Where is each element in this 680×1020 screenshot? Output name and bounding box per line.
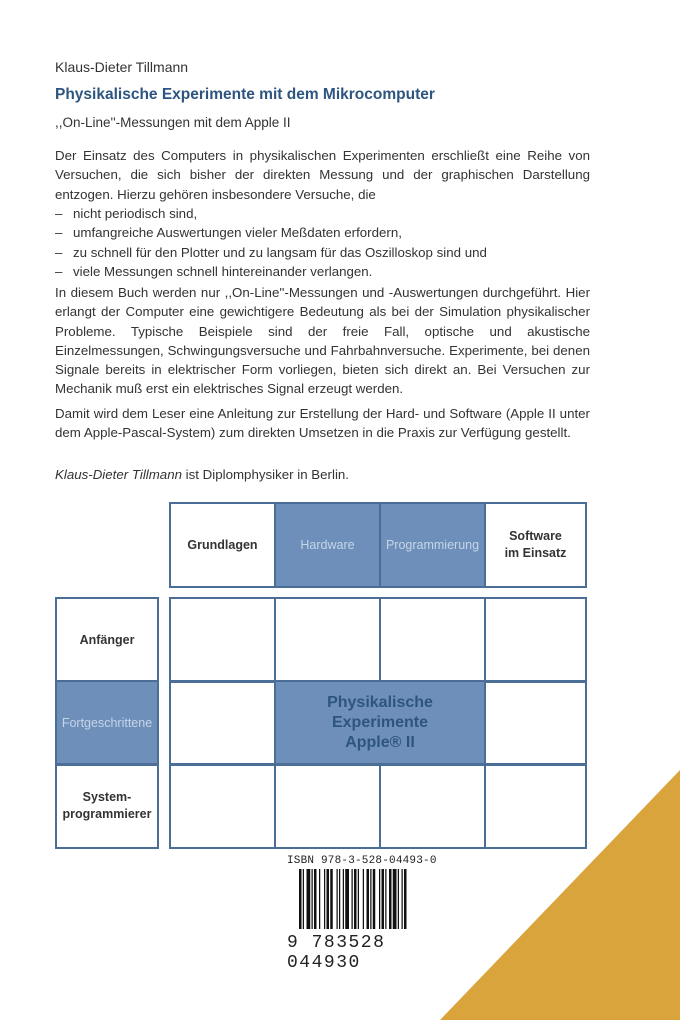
- row-header-label: System-: [82, 790, 132, 804]
- criteria-list: [55, 204, 590, 281]
- highlight-cell-physikalische-experimente: [274, 680, 486, 766]
- book-subtitle: ,,On-Line''-Messungen mit dem Apple II: [55, 115, 291, 130]
- list-item-text: viele Messungen schnell hintereinander verlangen.: [73, 263, 373, 279]
- matrix-cell: [484, 597, 587, 683]
- list-item: [55, 262, 590, 281]
- paragraph-2-text: In diesem Buch werden nur ,,On-Line''-Messungen und -Auswertungen durchgeführt. Hier erlangt der Computer eine gewichtigere Bedeutung als bei der Simulation physikalischer Probleme. Typische Beispiele sind der freie Fall, optische und akustische Einzelmessungen, Schwingungsversuche und Fahrbahnversuche. Experimente, bei denen Signale bereits in elektrischer Form vorliegen, bieten sich direkt an. Bei Versuchen zur Mechanik muß erst ein elektrisches Signal erzeugt werden.: [55, 285, 590, 397]
- matrix-cell: [274, 763, 381, 849]
- matrix-cell: [379, 597, 486, 683]
- matrix-cell: [169, 597, 276, 683]
- barcode-icon: [299, 869, 447, 935]
- bullet-dash: –: [55, 206, 63, 221]
- row-header-fortgeschrittene: [55, 680, 159, 766]
- row-header-systemprogrammierer: [55, 763, 159, 849]
- column-header-label: Programmierung: [385, 537, 480, 552]
- column-header-label: Hardware: [300, 537, 355, 552]
- column-header-label: Software: [509, 529, 562, 543]
- paragraph-1-text: Der Einsatz des Computers in physikalischen Experimenten erschließt eine Reihe von Versuchen, die sich bisher der direkten Messung und der graphischen Darstellung entzogen. Hierzu gehören insbesondere Versuche, die: [55, 148, 590, 202]
- row-header-label: programmierer: [62, 807, 152, 821]
- list-item: [55, 204, 590, 223]
- author-bio-name: Klaus-Dieter Tillmann: [55, 467, 182, 482]
- highlight-text: Apple® II: [345, 734, 415, 751]
- author-bio: [55, 467, 349, 482]
- list-item: [55, 223, 590, 242]
- isbn-barcode: [285, 855, 455, 973]
- matrix-cell: [169, 763, 276, 849]
- author-bio-text: ist Diplomphysiker in Berlin.: [181, 467, 349, 482]
- matrix-cell: [274, 597, 381, 683]
- description-paragraph-1: [55, 146, 590, 204]
- list-item-text: nicht periodisch sind,: [73, 206, 198, 221]
- row-header-label: Fortgeschrittene: [61, 715, 153, 730]
- book-title: Physikalische Experimente mit dem Mikrocomputer: [55, 86, 435, 103]
- corner-triangle-icon: [440, 770, 680, 1020]
- matrix-cell: [169, 680, 276, 766]
- description-paragraph-2: [55, 283, 590, 399]
- bullet-dash: –: [55, 263, 63, 279]
- paragraph-3-text: Damit wird dem Leser eine Anleitung zur Erstellung der Hard- und Software (Apple II unter dem Apple-Pascal-System) zum direkten Umsetzen in die Praxis zur Verfügung gestellt.: [55, 406, 590, 441]
- highlight-text: Experimente: [331, 714, 429, 731]
- description-paragraph-3: [55, 404, 590, 443]
- row-header-label: Anfänger: [79, 632, 135, 647]
- column-header-label: im Einsatz: [504, 546, 567, 560]
- bullet-dash: –: [55, 244, 63, 260]
- list-item-text: zu schnell für den Plotter und zu langsam für das Oszilloskop sind und: [73, 244, 487, 260]
- column-header-programmierung: [379, 502, 486, 588]
- isbn-label: ISBN 978-3-528-04493-0: [287, 855, 437, 867]
- column-header-label: Grundlagen: [187, 537, 258, 552]
- author: Klaus-Dieter Tillmann: [55, 59, 189, 75]
- list-item: [55, 243, 590, 262]
- list-item-text: umfangreiche Auswertungen vieler Meßdaten erfordern,: [73, 225, 402, 241]
- row-header-anfaenger: [55, 597, 159, 683]
- column-header-hardware: [274, 502, 381, 588]
- bullet-dash: –: [55, 225, 63, 241]
- column-header-grundlagen: [169, 502, 276, 588]
- highlight-text: Physikalische: [327, 694, 433, 711]
- matrix-cell: [484, 680, 587, 766]
- ean-number: 9 783528 044930: [287, 933, 386, 973]
- column-header-software: [484, 502, 587, 588]
